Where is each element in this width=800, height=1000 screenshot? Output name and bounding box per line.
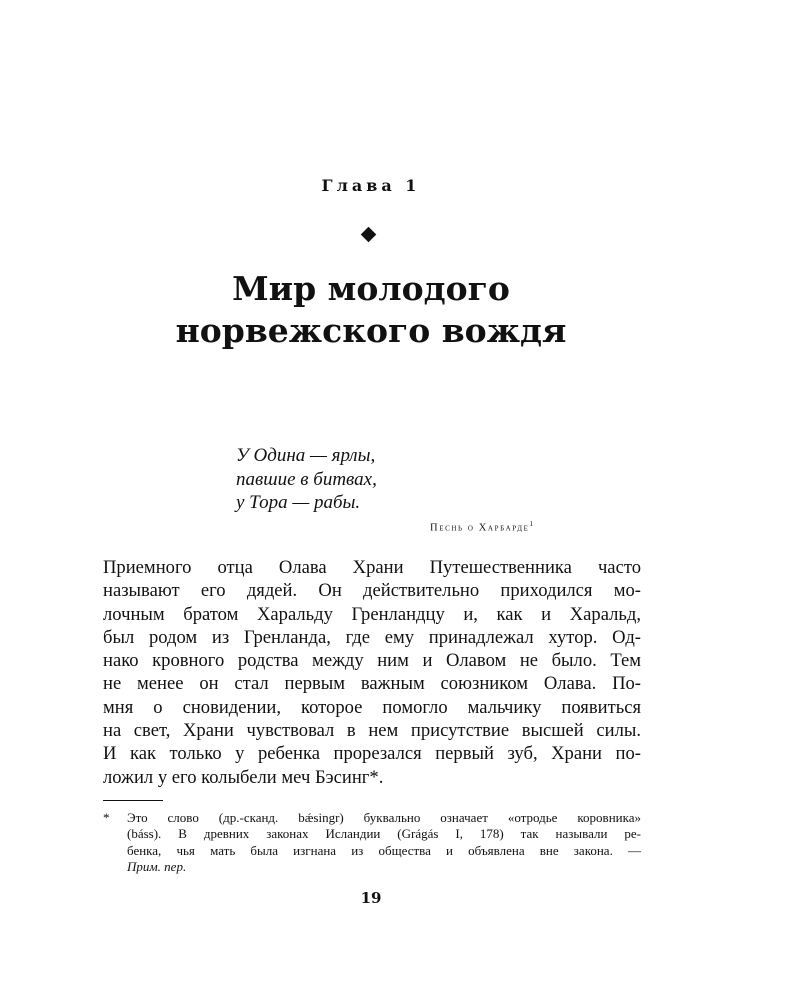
footnote-line: Это слово (др.-сканд. bǽsingr) буквально означает «отродье коровника» (127, 810, 641, 825)
footnote (103, 810, 641, 875)
body-line: мня о сновидении, которое помогло мальчику появиться (103, 696, 641, 718)
chapter-label: Глава 1 (321, 176, 421, 195)
epigraph-source (300, 520, 533, 534)
epigraph-line: павшие в битвах, (236, 468, 377, 490)
page-number: 19 (360, 889, 382, 907)
footnote-line: (báss). В древних законах Исландии (Grágás I, 178) так называли ре- (127, 826, 641, 842)
footnote-translator-note: Прим. пер. (127, 858, 187, 874)
footnote-divider (103, 800, 163, 801)
body-line: ложил у его колыбели меч Бэсинг*. (103, 766, 384, 788)
body-line: Приемного отца Олава Храни Путешественника часто (103, 557, 641, 578)
footnote-marker: * (103, 810, 110, 825)
chapter-title (100, 268, 642, 352)
body-line: нако кровного родства между ним и Олавом не было. Тем (103, 650, 641, 672)
footnote-text (127, 810, 641, 875)
epigraph-line: У Одина — ярлы, (236, 445, 376, 466)
footnote-line: бенка, чья мать была изгнана из общества и объявлена вне закона. — (127, 842, 641, 858)
epigraph (236, 444, 536, 515)
epigraph-source-text: Песнь о Харбарде (430, 522, 530, 534)
body-line: на свет, Храни чувствовал в нем присутствие высшей силы. (103, 720, 641, 742)
body-line: был родом из Гренланда, где ему принадлежал хутор. Од- (103, 626, 641, 648)
body-line: не менее он стал первым важным союзником Олава. По- (103, 673, 641, 695)
epigraph-line: у Тора — рабы. (236, 492, 361, 513)
body-line: называют его дядей. Он действительно приходился мо- (103, 580, 641, 602)
chapter-title-line: Мир молодого (232, 269, 510, 308)
body-line: лочным братом Харальду Гренландцу и, как и Харальд, (103, 603, 641, 625)
body-paragraph (103, 556, 641, 789)
epigraph-source-ref: 1 (529, 520, 533, 528)
chapter-title-line: норвежского вождя (175, 311, 567, 350)
diamond-ornament-icon (361, 227, 377, 243)
body-line: И как только у ребенка прорезался первый зуб, Храни по- (103, 743, 641, 765)
